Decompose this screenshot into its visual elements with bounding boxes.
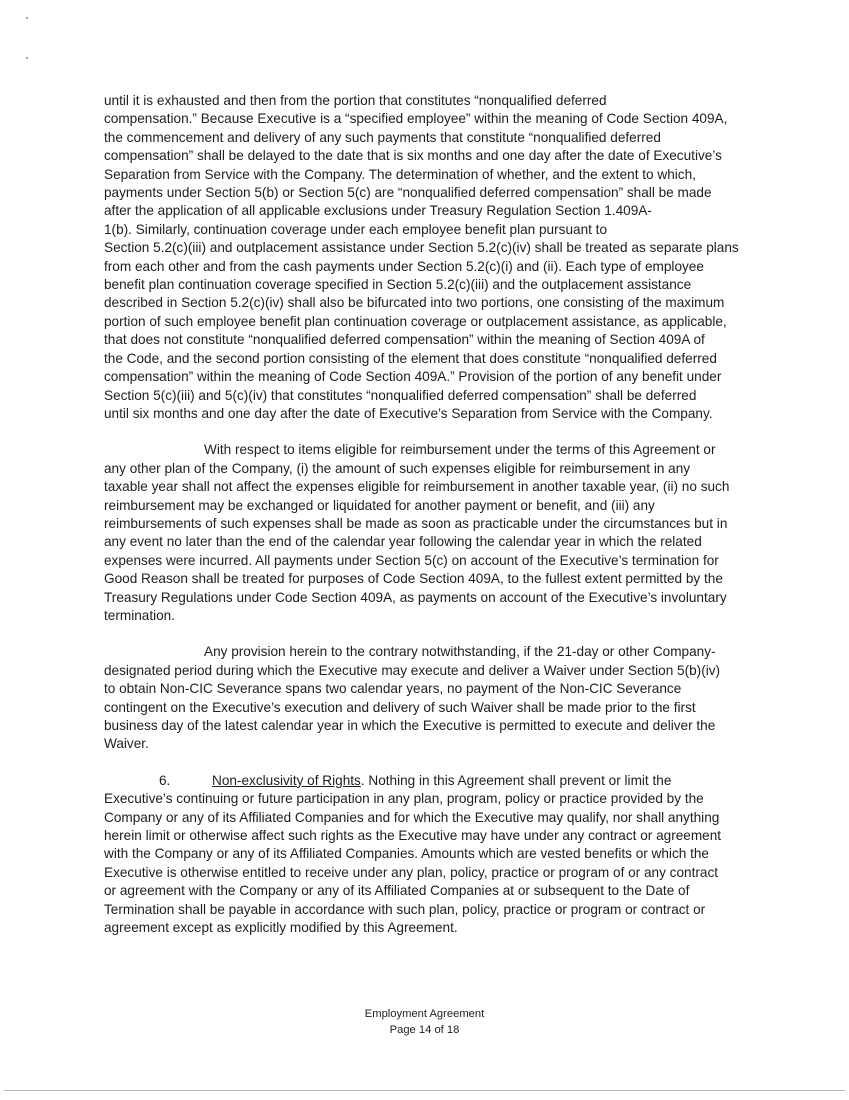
- text-line: Treasury Regulations under Code Section 409A, as payments on account of the Executive’s involuntary: [104, 589, 727, 605]
- text-line: 1(b). Similarly, continuation coverage under each employee benefit plan pursuant to: [104, 221, 608, 237]
- text-line: expenses were incurred. All payments under Section 5(c) on account of the Executive’s termination for: [104, 552, 719, 568]
- text-line-content: Any provision herein to the contrary notwithstanding, if the 21-day or other Company-: [204, 644, 716, 660]
- paragraph-waiver-period: [104, 643, 754, 753]
- text-line: benefit plan continuation coverage specified in Section 5.2(c)(iii) and the outplacement assistance: [104, 277, 692, 293]
- text-line: until it is exhausted and then from the portion that constitutes “nonqualified deferred: [104, 93, 607, 108]
- document-body: [104, 92, 754, 937]
- paragraph-spacer: [104, 625, 754, 643]
- text-line: after the application of all applicable exclusions under Treasury Regulation Section 1.409A-: [104, 203, 652, 219]
- page-footer: [0, 1007, 849, 1038]
- text-line: payments under Section 5(b) or Section 5(c) are “nonqualified deferred compensation” shall be made: [104, 185, 712, 201]
- text-line: compensation.” Because Executive is a “specified employee” within the meaning of Code Section 409A,: [104, 111, 728, 127]
- text-line: any other plan of the Company, (i) the amount of such expenses eligible for reimbursement in any: [104, 460, 691, 476]
- text-line: Good Reason shall be treated for purposes of Code Section 409A, to the fullest extent permitted by the: [104, 571, 723, 587]
- text-line: portion of such employee benefit plan continuation coverage or outplacement assistance, as applicable,: [104, 313, 727, 329]
- section-number: 6.: [159, 772, 171, 788]
- paragraph-spacer: [104, 423, 754, 441]
- text-line: compensation” within the meaning of Code Section 409A.” Provision of the portion of any benefit under: [104, 369, 722, 385]
- text-line: [104, 772, 754, 790]
- paragraph-reimbursement: [104, 441, 754, 625]
- text-line: taxable year shall not affect the expenses eligible for reimbursement in another taxable year, (ii) no such: [104, 479, 730, 495]
- text-line: until six months and one day after the date of Executive’s Separation from Service with the Company.: [104, 405, 713, 421]
- text-line: business day of the latest calendar year in which the Executive is permitted to execute and deliver the: [104, 718, 716, 733]
- text-line-content: . Nothing in this Agreement shall prevent or limit the: [360, 772, 672, 788]
- text-line: contingent on the Executive’s execution and delivery of such Waiver shall be made prior to the first: [104, 699, 696, 715]
- scan-mark-dot: [26, 17, 28, 19]
- footer-title: Employment Agreement: [364, 1008, 485, 1020]
- section-heading: Non-exclusivity of Rights: [212, 772, 361, 788]
- text-line: Termination shall be payable in accordance with such plan, policy, practice or program or contract or: [104, 901, 706, 917]
- text-line: to obtain Non-CIC Severance spans two calendar years, no payment of the Non-CIC Severance: [104, 681, 682, 697]
- text-line-content: With respect to items eligible for reimbursement under the terms of this Agreement or: [204, 442, 716, 458]
- bottom-divider: [4, 1090, 845, 1091]
- text-line: the Code, and the second portion consisting of the element that does constitute “nonqualified deferred: [104, 350, 717, 366]
- text-line: termination.: [104, 607, 176, 623]
- text-line: herein limit or otherwise affect such rights as the Executive may have under any contract or agreement: [104, 828, 722, 844]
- paragraph-409a-deferral: [104, 92, 754, 423]
- text-line: that does not constitute “nonqualified deferred compensation” within the meaning of Section 409A of: [104, 332, 705, 348]
- footer-page-number: Page 14 of 18: [389, 1023, 460, 1036]
- text-line: Executive’s continuing or future participation in any plan, program, policy or practice provided by the: [104, 791, 704, 807]
- text-line: compensation” shall be delayed to the date that is six months and one day after the date of Executive’s: [104, 148, 722, 164]
- text-line: Separation from Service with the Company. The determination of whether, and the extent to which,: [104, 166, 696, 182]
- text-line: [104, 441, 754, 459]
- text-line: Section 5(c)(iii) and 5(c)(iv) that constitutes “nonqualified deferred compensation” shall be deferred: [104, 387, 697, 403]
- text-line: described in Section 5.2(c)(iv) shall also be bifurcated into two portions, one consisting of the maximum: [104, 295, 725, 311]
- text-line: any event no later than the end of the calendar year following the calendar year in which the related: [104, 534, 702, 550]
- text-line: Section 5.2(c)(iii) and outplacement assistance under Section 5.2(c)(iv) shall be treated as separate plans: [104, 240, 739, 256]
- scan-mark-dot: [26, 57, 28, 59]
- paragraph-spacer: [104, 754, 754, 772]
- section-6-non-exclusivity: [104, 772, 754, 938]
- text-line: with the Company or any of its Affiliated Companies. Amounts which are vested benefits or which the: [104, 846, 709, 862]
- text-line: designated period during which the Executive may execute and deliver a Waiver under Section 5(b)(iv): [104, 662, 721, 678]
- text-line: or agreement with the Company or any of its Affiliated Companies at or subsequent to the Date of: [104, 883, 690, 899]
- text-line: Executive is otherwise entitled to receive under any plan, policy, practice or program of or any contract: [104, 864, 719, 880]
- text-line: Company or any of its Affiliated Companies and for which the Executive may qualify, nor shall anything: [104, 809, 720, 825]
- text-line: reimbursement may be exchanged or liquidated for another payment or benefit, and (iii) any: [104, 497, 655, 513]
- text-line: from each other and from the cash payments under Section 5.2(c)(i) and (ii). Each type of employee: [104, 258, 704, 274]
- text-line: agreement except as explicitly modified by this Agreement.: [104, 920, 458, 936]
- text-line: [104, 643, 754, 661]
- text-line: the commencement and delivery of any such payments that constitute “nonqualified deferred: [104, 129, 661, 145]
- text-line: reimbursements of such expenses shall be made as soon as practicable under the circumstances but in: [104, 515, 728, 531]
- text-line: Waiver.: [104, 736, 149, 752]
